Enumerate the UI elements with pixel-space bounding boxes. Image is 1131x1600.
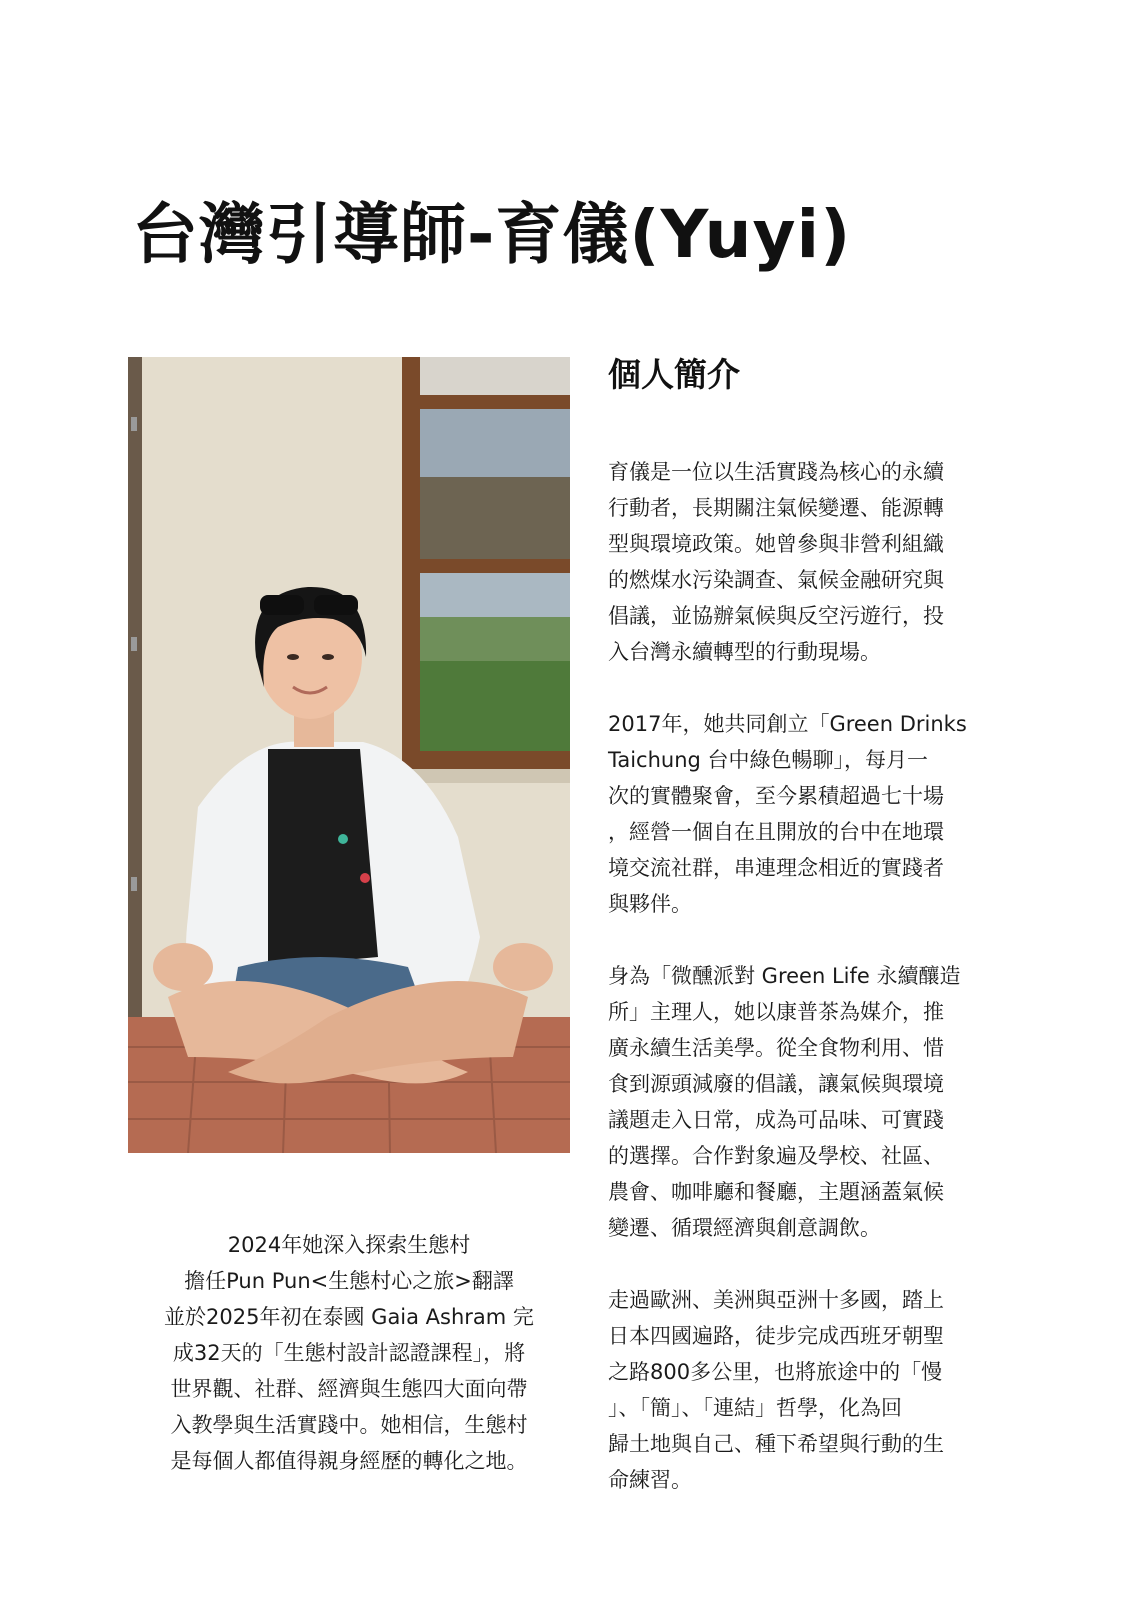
paragraph-line: 之路800多公里，也將旅途中的「慢 [608, 1360, 943, 1384]
paragraph-line: 議題走入日常，成為可品味、可實踐 [608, 1108, 944, 1132]
paragraph-line: ，經營一個自在且開放的台中在地環 [608, 820, 944, 844]
paragraph-line: 入台灣永續轉型的行動現場。 [608, 640, 881, 664]
paragraph-line: 歸土地與自己、種下希望與行動的生 [608, 1432, 944, 1456]
paragraph-line: 行動者，長期關注氣候變遷、能源轉 [608, 496, 944, 520]
caption-line: 2024年她深入探索生態村 [227, 1233, 471, 1257]
portrait-illustration [128, 357, 570, 1153]
caption-line: 並於2025年初在泰國 Gaia Ashram 完 [164, 1305, 534, 1329]
profile-paragraph-3 [608, 958, 1006, 1246]
paragraph-line: 所」主理人，她以康普茶為媒介，推 [608, 1000, 944, 1024]
caption-line: 世界觀、社群、經濟與生態四大面向帶 [170, 1377, 528, 1401]
section-heading: 個人簡介 [608, 355, 740, 394]
portrait-photo [128, 357, 570, 1153]
paragraph-line: 境交流社群，串連理念相近的實踐者 [608, 856, 944, 880]
caption-line: 是每個人都值得親身經歷的轉化之地。 [170, 1449, 528, 1473]
paragraph-line: 日本四國遍路，徒步完成西班牙朝聖 [608, 1324, 944, 1348]
profile-section [608, 350, 1006, 1534]
paragraph-line: 變遷、循環經濟與創意調飲。 [608, 1216, 881, 1240]
paragraph-line: 走過歐洲、美洲與亞洲十多國，踏上 [608, 1288, 944, 1312]
paragraph-line: 的燃煤水污染調查、氣候金融研究與 [608, 568, 944, 592]
paragraph-line: Taichung 台中綠色暢聊」，每月一 [608, 748, 929, 772]
caption-line: 入教學與生活實踐中。她相信，生態村 [170, 1413, 528, 1437]
profile-paragraph-1 [608, 454, 1006, 670]
photo-caption [128, 1227, 570, 1479]
paragraph-line: 」、「簡」、「連結」哲學，化為回 [608, 1396, 902, 1420]
paragraph-line: 命練習。 [608, 1468, 692, 1492]
paragraph-line: 的選擇。合作對象遍及學校、社區、 [608, 1144, 944, 1168]
caption-line: 擔任Pun Pun<生態村心之旅>翻譯 [184, 1269, 514, 1293]
paragraph-line: 身為「微醺派對 Green Life 永續釀造 [608, 964, 961, 988]
caption-line: 成32天的「生態村設計認證課程」，將 [172, 1341, 526, 1365]
paragraph-line: 食到源頭減廢的倡議，讓氣候與環境 [608, 1072, 944, 1096]
paragraph-line: 育儀是一位以生活實踐為核心的永續 [608, 460, 944, 484]
paragraph-line: 型與環境政策。她曾參與非營利組織 [608, 532, 944, 556]
profile-paragraph-4 [608, 1282, 1006, 1498]
paragraph-line: 次的實體聚會，至今累積超過七十場 [608, 784, 944, 808]
paragraph-line: 與夥伴。 [608, 892, 692, 916]
paragraph-line: 倡議，並協辦氣候與反空污遊行，投 [608, 604, 944, 628]
paragraph-line: 農會、咖啡廳和餐廳，主題涵蓋氣候 [608, 1180, 944, 1204]
paragraph-line: 廣永續生活美學。從全食物利用、惜 [608, 1036, 944, 1060]
profile-paragraph-2 [608, 706, 1006, 922]
paragraph-line: 2017年，她共同創立「Green Drinks [608, 712, 967, 736]
page-title: 台灣引導師-育儀(Yuyi) [132, 196, 852, 274]
